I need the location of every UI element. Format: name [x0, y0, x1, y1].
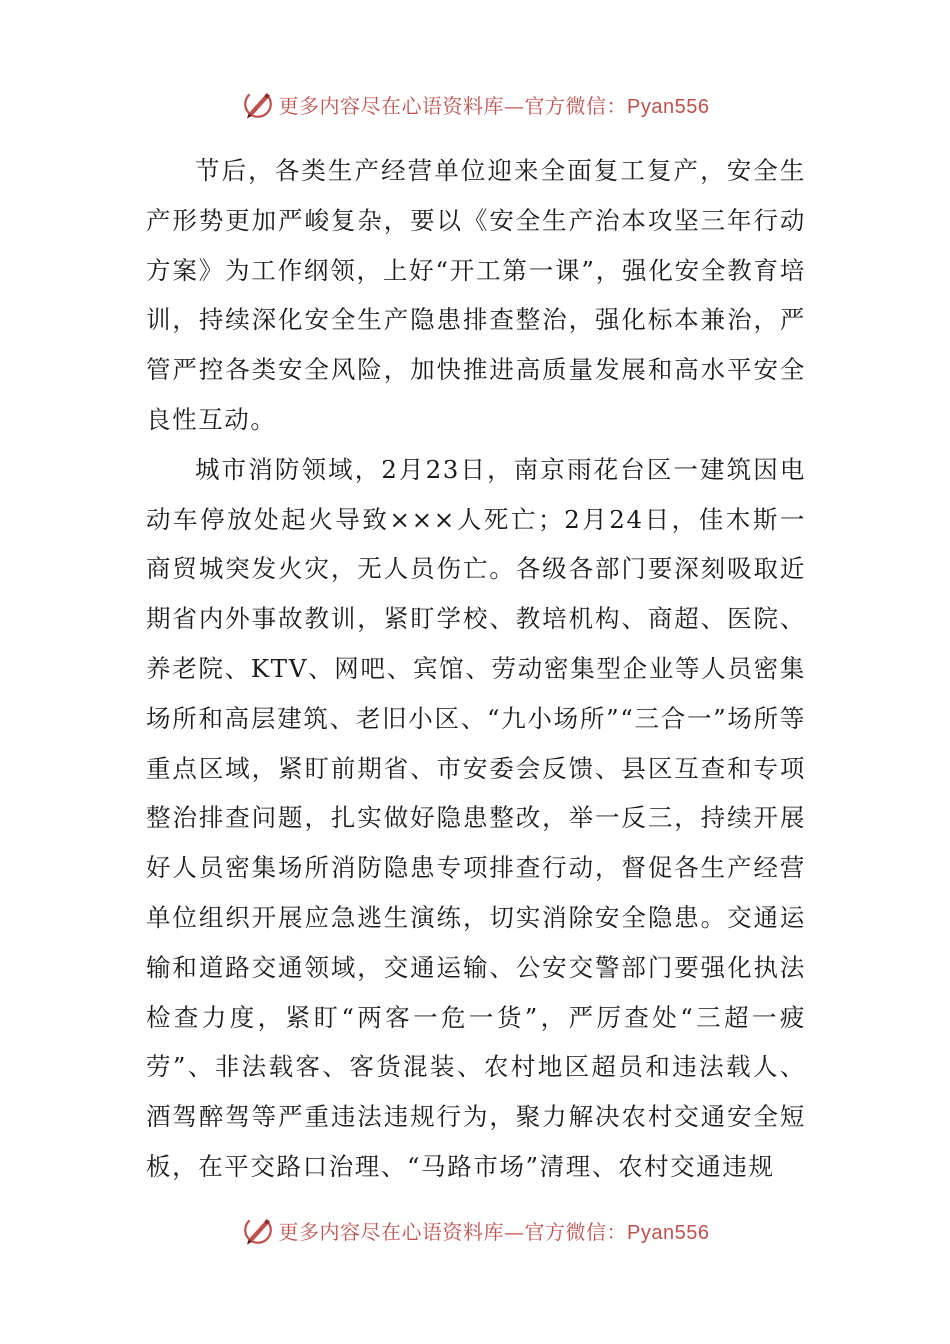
pen-circle-logo-icon: [241, 87, 275, 121]
paragraph-1: 节后，各类生产经营单位迎来全面复工复产，安全生产形势更加严峻复杂，要以《安全生产治本攻坚三年行动方案》为工作纲领，上好“开工第一课”，强化安全教育培训，持续深化安全生产隐患排查整治，强化标本兼治，严管严控各类安全风险，加快推进高质量发展和高水平安全良性互动。: [146, 156, 806, 434]
watermark-text: [279, 1216, 710, 1245]
paragraph-2: 城市消防领域，2月23日，南京雨花台区一建筑因电动车停放处起火导致×××人死亡；2月24日，佳木斯一商贸城突发火灾，无人员伤亡。各级各部门要深刻吸取近期省内外事故教训，紧盯学校、教培机构、商超、医院、养老院、KTV、网吧、宾馆、劳动密集型企业等人员密集场所和高层建筑、老旧小区、“九小场所”“三合一”场所等重点区域，紧盯前期省、市安委会反馈、县区互查和专项整治排查问题，扎实做好隐患整改，举一反三，持续开展好人员密集场所消防隐患专项排查行动，督促各生产经营单位组织开展应急逃生演练，切实消除安全隐患。交通运输和道路交通领域，交通运输、公安交警部门要强化执法检查力度，紧盯“两客一危一货”，严厉查处“三超一疲劳”、非法载客、客货混装、农村地区超员和违法载人、酒驾醉驾等严重违法违规行为，聚力解决农村交通安全短板，在平交路口治理、“马路市场”清理、农村交通违规: [146, 454, 806, 1181]
document-body: [146, 146, 806, 1192]
watermark-text-cn: 更多内容尽在心语资料库—官方微信：: [278, 1219, 628, 1244]
watermark-text-cn: 更多内容尽在心语资料库—官方微信：: [278, 93, 628, 118]
watermark-text: [279, 90, 710, 119]
watermark-wechat-id: Pyan556: [627, 95, 710, 118]
footer-watermark: [0, 1212, 950, 1248]
header-watermark: [0, 86, 950, 122]
watermark-wechat-id: Pyan556: [627, 1221, 710, 1244]
pen-circle-logo-icon: [241, 1213, 275, 1247]
